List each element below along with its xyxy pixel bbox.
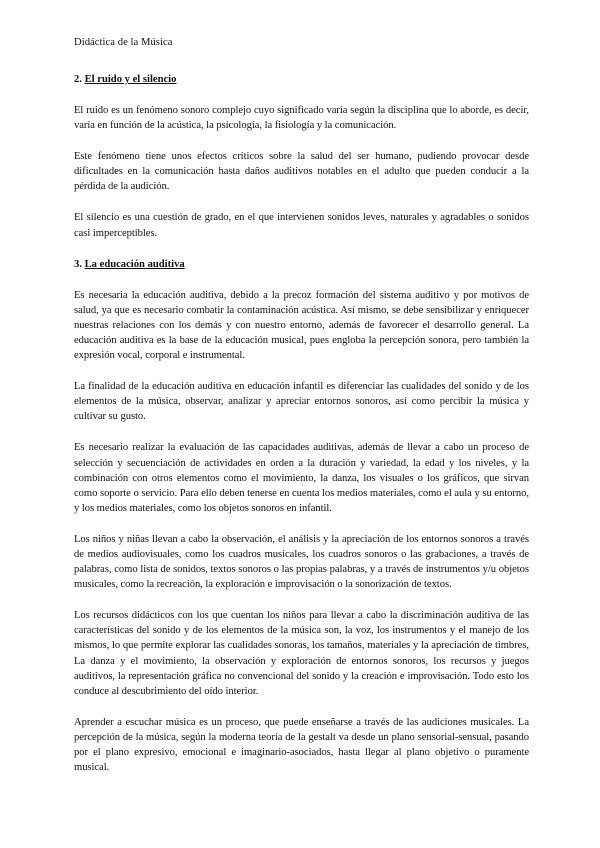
document-body: [74, 72, 529, 775]
paragraph: Los recursos didácticos con los que cuentan los niños para llevar a cabo la discriminación auditiva de las características del sonido y de los elementos de la música son, la voz, los instrumentos y el manejo de los mismos, lo que permite explorar las cualidades sonoras, los tamaños, materiales y la apreciación de timbres, La danza y el movimiento, la observación y exploración de entornos sonoros, los recursos y juegos auditivos, la representación gráfica no convencional del sonido y la creación e improvisación. Todo esto los conduce al descubrimiento del oído interior.: [74, 610, 529, 697]
section-heading-educacion-auditiva: [74, 257, 529, 272]
running-header: Didáctica de la Música: [74, 37, 173, 48]
section-number: 3.: [74, 258, 82, 270]
paragraph: Los niños y niñas llevan a cabo la observación, el análisis y la apreciación de los entornos sonoros a través de medios audiovisuales, como los cuadros musicales, los cuadros sonoros o las grabaciones, a través de palabras, como lista de sonidos, textos sonoros o las propias palabras, y a través de instrumentos y/u objetos musicales, como la recreación, la exploración e improvisación o la sonorización de textos.: [74, 533, 529, 591]
paragraph: La finalidad de la educación auditiva en educación infantil es diferenciar las cualidades del sonido y de los elementos de la música, observar, analizar y apreciar entornos sonoros, así como percibir la música y cultivar su gusto.: [74, 381, 529, 423]
paragraph: Es necesario realizar la evaluación de las capacidades auditivas, además de llevar a cabo un proceso de selección y secuenciación de actividades en orden a la duración y variedad, la edad y los niveles, y la combinación con otros elementos como el movimiento, la danza, los visuales o los gráficos, que sirvan como soporte o servicio. Para ello deben tenerse en cuenta los medios materiales, como el aula y su entorno, y los medios materiales, como los objetos sonoros en infantil.: [74, 442, 529, 514]
paragraph: Aprender a escuchar música es un proceso, que puede enseñarse a través de las audiciones musicales. La percepción de la música, según la moderna teoría de la gestalt va desde un plano sensorial-sensual, pasando por el plano expresivo, emocional e imaginario-asociados, hasta llegar al plano objetivo o puramente musical.: [74, 716, 529, 774]
section-heading-ruido-silencio: [74, 72, 529, 87]
section-number: 2.: [74, 74, 82, 85]
paragraph: El ruido es un fenómeno sonoro complejo cuyo significado varía según la disciplina que lo aborde, es decir, varía en función de la acústica, la psicología, la fisiología y la comunicación.: [74, 105, 529, 132]
paragraph: El silencio es una cuestión de grado, en el que intervienen sonidos leves, naturales y agradables o sonidos casi imperceptibles.: [74, 212, 529, 239]
paragraph: Este fenómeno tiene unos efectos críticos sobre la salud del ser humano, pudiendo provocar desde dificultades en la comunicación hasta daños auditivos notables en el adulto que pueden conducir a la pérdida de la audición.: [74, 151, 529, 193]
paragraph: Es necesaria la educación auditiva, debido a la precoz formación del sistema auditivo y por motivos de salud, ya que es necesario combatir la contaminación acústica. Así mismo, se debe sensibilizar y enriquecer nuestras relaciones con los demás y con nuestro entorno, además de favorecer el desarrollo general. La educación auditiva es la base de la educación musical, pues engloba la percepción sonora, pero también la expresión vocal, corporal e instrumental.: [74, 289, 529, 362]
section-title: El ruido y el silencio: [84, 74, 177, 85]
section-title: La educación auditiva: [84, 258, 185, 270]
